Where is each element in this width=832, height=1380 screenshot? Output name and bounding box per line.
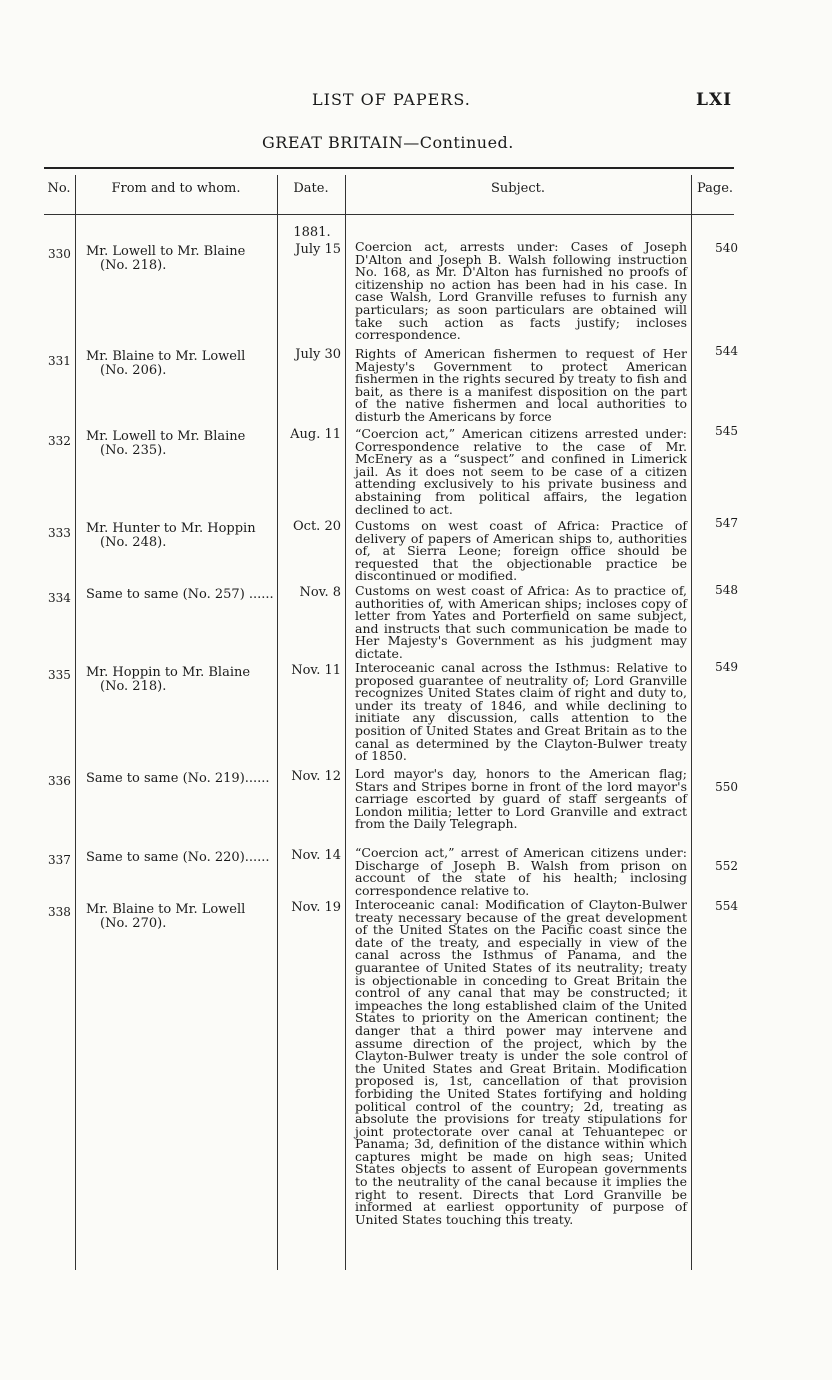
entry-subject: Interoceanic canal: Modification of Clayton-Bulwer treaty necessary because of the great development of the United States on the Pacific coast since the date of the treaty, and especially in view of the canal across the Isthmus of Panama, and the guarantee of United States of its neutrality; treaty is objectionable in conceding to Great Britain the control of any canal that may be constructed; it impeaches the long established claim of the United States to priority on the American continent; the danger that a third power may intervene and assume direction of the project, which by the Clayton-Bulwer treaty is under the sole control of the United States and Great Britain. Modification proposed is, 1st, cancellation of that provision forbiding the United States fortifying and holding political control of the country; 2d, treating as absolute the provisions for treaty stipulations for joint protectorate over canal at Tehuantepec or Panama; 3d, definition of the distance within which captures might be made on high seas; United States objects to assent of European governments to the neutrality of the canal because it implies the right to resent. Directs that Lord Granville be informed at earliest opportunity of purpose of United States touching this treaty.: [355, 897, 687, 1227]
year-label: 1881.: [293, 225, 331, 240]
entry-subject: Interoceanic canal across the Isthmus: Relative to proposed guarantee of neutrality of; Lord Granville recognizes United States claim of right and duty to, under its treaty of 1846, and while declining to initiate any discussion, calls attention to the position of United States and Great Britain as to the canal as determined by the Clayton-Bulwer treaty of 1850.: [355, 660, 687, 764]
entry-subject: Coercion act, arrests under: Cases of Joseph D'Alton and Joseph B. Walsh following instruction No. 168, as Mr. D'Alton has furnished no proofs of citizenship no action has been had in his case. In case Walsh, Lord Granville refuses to furnish any particulars; as soon particulars are obtained will take such action as facts justify; incloses correspondence.: [355, 239, 687, 343]
entry-date: Nov. 11: [291, 663, 341, 678]
from-and-to: Same to same (No. 257) ......: [86, 587, 274, 602]
from-and-to: Mr. Hunter to Mr. Hoppin (No. 248).: [86, 521, 256, 550]
from-and-to: Mr. Blaine to Mr. Lowell (No. 206).: [86, 349, 246, 378]
entry-date: Nov. 8: [299, 585, 341, 600]
page-number-roman: LXI: [696, 90, 733, 110]
column-divider: [691, 175, 692, 1270]
entry-date: July 30: [295, 347, 341, 362]
entry-page: 540: [715, 241, 738, 255]
entry-number: 333: [48, 526, 71, 540]
entry-number: 334: [48, 591, 71, 605]
entry-date: July 15: [295, 242, 341, 257]
column-header-subject: Subject.: [491, 181, 545, 196]
column-divider: [345, 175, 346, 1270]
entry-page: 548: [715, 583, 738, 597]
entry-date: Oct. 20: [293, 519, 341, 534]
entry-subject: Customs on west coast of Africa: As to practice of, authorities of, with American ships; incloses copy of letter from Yates and Porterfield on same subject, and instructs that such communication be made to Her Majesty's Government as his judgment may dictate.: [355, 583, 687, 661]
entry-number: 337: [48, 853, 71, 867]
entry-page: 549: [715, 660, 738, 674]
entry-date: Aug. 11: [290, 427, 341, 442]
column-header-no: No.: [47, 181, 71, 196]
entry-number: 335: [48, 668, 71, 682]
column-divider: [277, 175, 278, 1270]
entry-subject: “Coercion act,” American citizens arrested under: Correspondence relative to the case of Mr. McEnery as a “suspect” and confined in Limerick jail. As it does not seem to be case of a citizen attending exclusively to his private business and abstaining from political affairs, the legation declined to act.: [355, 426, 687, 517]
entry-date: Nov. 19: [291, 900, 341, 915]
column-divider: [75, 175, 76, 1270]
entry-page: 552: [715, 859, 738, 873]
from-and-to: Same to same (No. 220)......: [86, 850, 270, 865]
entry-date: Nov. 14: [291, 848, 341, 863]
column-header-from: From and to whom.: [111, 181, 241, 196]
entry-number: 330: [48, 247, 71, 261]
table-top-rule: [44, 167, 734, 169]
entry-subject: Customs on west coast of Africa: Practice of delivery of papers of American ships to, authorities of, at Sierra Leone; foreign office should be requested that the objectionable practice be discontinued or modified.: [355, 518, 687, 584]
from-and-to: Same to same (No. 219)......: [86, 771, 270, 786]
entry-number: 332: [48, 434, 71, 448]
entry-page: 550: [715, 780, 738, 794]
entry-page: 554: [715, 899, 738, 913]
section-title: GREAT BRITAIN—Continued.: [262, 133, 514, 152]
running-head: [0, 90, 832, 114]
entry-subject: Lord mayor's day, honors to the American flag; Stars and Stripes borne in front of the lord mayor's carriage escorted by guard of staff sergeants of London militia; letter to Lord Granville and extract from the Daily Telegraph.: [355, 766, 687, 832]
column-header-date: Date.: [293, 181, 329, 196]
running-head-title: LIST OF PAPERS.: [312, 90, 471, 109]
from-and-to: Mr. Lowell to Mr. Blaine (No. 218).: [86, 244, 246, 273]
header-bottom-rule: [44, 214, 734, 215]
entry-page: 545: [715, 424, 738, 438]
entry-page: 544: [715, 344, 738, 358]
entry-number: 336: [48, 774, 71, 788]
entry-number: 338: [48, 905, 71, 919]
from-and-to: Mr. Hoppin to Mr. Blaine (No. 218).: [86, 665, 251, 694]
entry-subject: Rights of American fishermen to request of Her Majesty's Government to protect American fishermen in the rights secured by treaty to fish and bait, as there is a manifest disposition on the part of the native fishermen and local authorities to disturb the Americans by force: [355, 346, 687, 424]
from-and-to: Mr. Lowell to Mr. Blaine (No. 235).: [86, 429, 246, 458]
column-header-page: Page.: [696, 181, 734, 196]
entry-subject: “Coercion act,” arrest of American citizens under: Discharge of Joseph B. Walsh from prison on account of the state of his health; inclosing correspondence relative to.: [355, 845, 687, 898]
from-and-to: Mr. Blaine to Mr. Lowell (No. 270).: [86, 902, 246, 931]
entry-number: 331: [48, 354, 71, 368]
entry-date: Nov. 12: [291, 769, 341, 784]
entry-page: 547: [715, 516, 738, 530]
